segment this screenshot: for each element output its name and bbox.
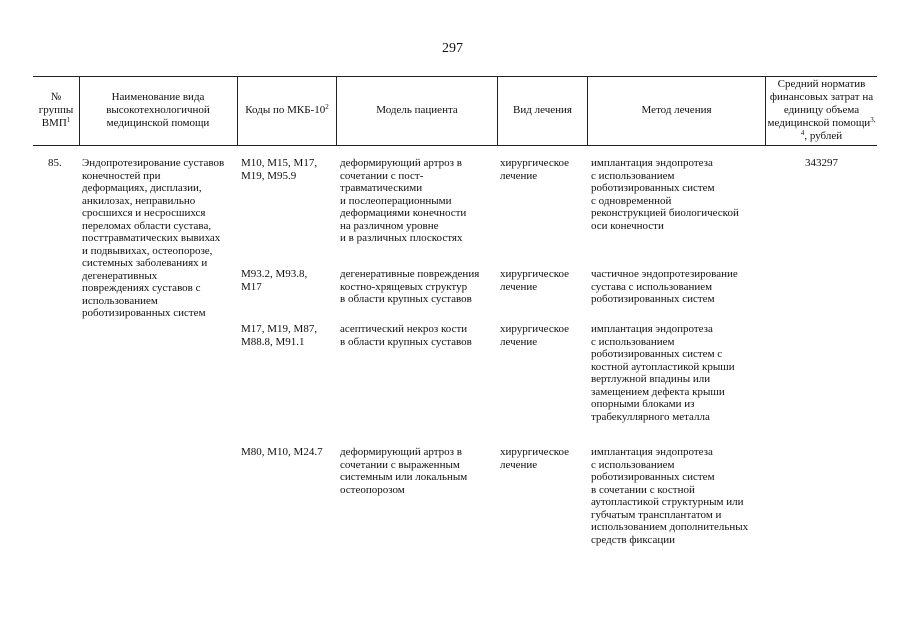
header-patient-model-text: Модель пациента bbox=[376, 104, 458, 116]
header-icd-codes-text: Коды по МКБ-10 bbox=[245, 104, 326, 116]
header-group-number-text: № группы ВМП bbox=[38, 91, 74, 129]
header-patient-model bbox=[337, 76, 497, 145]
header-icd-codes bbox=[238, 76, 336, 145]
row-1-codes: M10, M15, M17, M19, M95.9 bbox=[241, 157, 318, 182]
row-4-codes: M80, M10, M24.7 bbox=[241, 446, 323, 458]
group-cost: 343297 bbox=[805, 157, 838, 169]
row-1-treatment-type: хирургическое лечение bbox=[500, 157, 570, 182]
header-treatment-method-text: Метод лечения bbox=[641, 104, 712, 116]
row-3-codes: M17, M19, M87, M88.8, M91.1 bbox=[241, 323, 318, 348]
row-3-patient-model: асептический некроз кости в области крупных суставов bbox=[340, 323, 472, 348]
page-number: 297 bbox=[442, 41, 463, 56]
header-divider-1 bbox=[79, 76, 80, 145]
header-treatment-type-text: Вид лечения bbox=[513, 104, 572, 116]
header-treatment-method bbox=[588, 76, 765, 145]
row-2-method: частичное эндопротезирование сустава с использованием роботизированных систем bbox=[591, 268, 738, 305]
header-care-type-text: Наименование вида высокотехнологичной медицинской помощи bbox=[106, 91, 210, 129]
row-2-patient-model: дегенеративные повреждения костно-хрящевых структур в области крупных суставов bbox=[340, 268, 480, 305]
header-cost-suffix: , рублей bbox=[804, 130, 843, 142]
header-care-type bbox=[82, 76, 234, 145]
header-cost bbox=[766, 76, 877, 145]
row-3-treatment-type: хирургическое лечение bbox=[500, 323, 570, 348]
header-cost-text: Средний норматив финансовых затрат на единицу объема медицинской помощи bbox=[767, 78, 874, 129]
header-group-number bbox=[33, 76, 79, 145]
row-4-patient-model: деформирующий артроз в сочетании с выраженным системным или локальным остеопорозом bbox=[340, 446, 468, 496]
row-4-treatment-type: хирургическое лечение bbox=[500, 446, 570, 471]
row-1-method: имплантация эндопротеза с использованием роботизированных систем с одновременной реконструкцией биологической оси конечности bbox=[591, 157, 739, 232]
header-group-number-footnote: 1 bbox=[66, 116, 71, 124]
row-4-method: имплантация эндопротеза с использованием роботизированных систем в сочетании с костной аутопластикой структурным или губчатым трансплантатом и использованием дополнительных средств фиксации bbox=[591, 446, 749, 546]
group-name: Эндопротезирование суставов конечностей при деформациях, дисплазии, анкилозах, неправильно сросшихся и несросшихся переломах области сустава, посттравматических вывихах и подвывихах, остеопорозе, системных заболеваниях и дегенеративных повреждениях суставов с использованием роботизированных систем bbox=[82, 157, 225, 319]
row-2-treatment-type: хирургическое лечение bbox=[500, 268, 570, 293]
header-icd-codes-footnote: 2 bbox=[325, 103, 329, 111]
header-bottom-rule bbox=[33, 145, 877, 146]
row-3-method: имплантация эндопротеза с использованием роботизированных систем с костной аутопластикой крыши вертлужной впадины или замещением дефекта крыши опорными блоками из трабекуллярного металла bbox=[591, 323, 735, 423]
row-2-codes: M93.2, M93.8, M17 bbox=[241, 268, 308, 293]
header-cost-footnote: 3, 4 bbox=[800, 116, 876, 137]
row-1-patient-model: деформирующий артроз в сочетании с пост- травматическими и послеоперационными деформациями конечности на различном уровне и в различных плоскостях bbox=[340, 157, 467, 244]
group-number: 85. bbox=[48, 157, 62, 169]
header-treatment-type bbox=[498, 76, 587, 145]
